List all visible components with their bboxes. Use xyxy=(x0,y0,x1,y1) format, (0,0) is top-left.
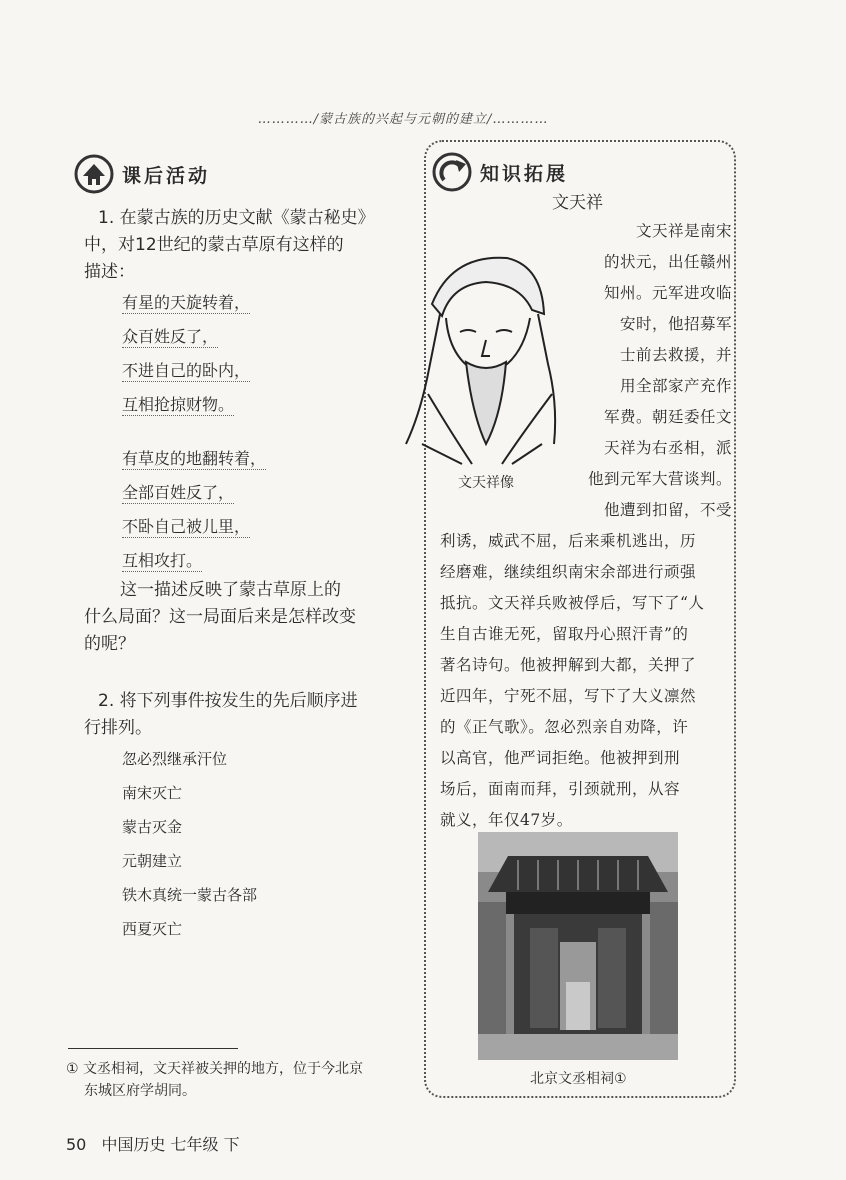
list-item: 元朝建立 xyxy=(122,852,183,870)
question-2-intro: 2. 将下列事件按发生的先后顺序进 行排列。 xyxy=(84,691,358,738)
knowledge-title: 知识拓展 xyxy=(480,162,569,185)
portrait-caption: 文天祥像 xyxy=(458,475,514,491)
poem-stanza-1: 有星的天旋转着， 众百姓反了， 不进自己的卧内， 互相抢掠财物。 xyxy=(122,293,251,414)
list-item: 铁木真统一蒙古各部 xyxy=(122,886,258,904)
wen-tianxiang-portrait xyxy=(402,244,562,466)
bio-text-full: 利诱，威武不屈，后来乘机逃出，历 经磨难，继续组织南宋余部进行顽强 抵抗。文天祥兵败被俘后，写下了“人 生自古谁无死，留取丹心照汗青”的 著名诗句。他被押解到大都，关押了 近四年，宁死不屈，写下了大义凛然 的《正气歌》。忽必烈亲自劝降，许 以高官，他严词拒绝。他被押到刑 场后，面南而拜，引颈就刑，从容 就义，年仅47岁。 xyxy=(440,532,705,829)
book-title: 中国历史 七年级 下 xyxy=(101,1135,240,1154)
footnote-divider xyxy=(68,1048,238,1049)
question-1-question: 这一描述反映了蒙古草原上的 什么局面？这一局面后来是怎样改变 的呢？ xyxy=(84,580,356,654)
activity-heading xyxy=(74,154,210,194)
running-header: …………/蒙古族的兴起与元朝的建立/………… xyxy=(257,112,549,127)
page-number: 50 xyxy=(66,1135,87,1154)
knowledge-heading xyxy=(432,152,568,192)
expand-arrow-icon xyxy=(432,152,472,192)
bio-subtitle: 文天祥 xyxy=(552,193,603,213)
activity-icon xyxy=(74,154,114,194)
question-1-intro: 1. 在蒙古族的历史文献《蒙古秘史》 中，对12世纪的蒙古草原有这样的 描述： xyxy=(84,208,375,282)
poem-stanza-2: 有草皮的地翻转着， 全部百姓反了， 不卧自己被儿里， 互相攻打。 xyxy=(122,449,267,570)
list-item: 忽必烈继承汗位 xyxy=(122,750,228,768)
list-item: 蒙古灭金 xyxy=(122,818,183,836)
temple-gate-photo xyxy=(478,832,678,1060)
photo-caption: 北京文丞相祠① xyxy=(530,1071,627,1087)
footnote: ① 文丞相祠，文天祥被关押的地方，位于今北京 东城区府学胡同。 xyxy=(66,1061,363,1099)
event-list xyxy=(122,744,257,948)
activity-title: 课后活动 xyxy=(122,164,211,187)
page-footer xyxy=(66,1132,240,1155)
list-item: 南宋灭亡 xyxy=(122,784,183,802)
bio-text-right: 文天祥是南宋 的状元，出任赣州 知州。元军进攻临 安时，他招募军 士前去救援，并 用全部家产充作 军费。朝廷委任文 天祥为右丞相，派 他到元军大营谈判。 他遭到扣留，不受 xyxy=(587,222,732,519)
list-item: 西夏灭亡 xyxy=(122,920,183,938)
